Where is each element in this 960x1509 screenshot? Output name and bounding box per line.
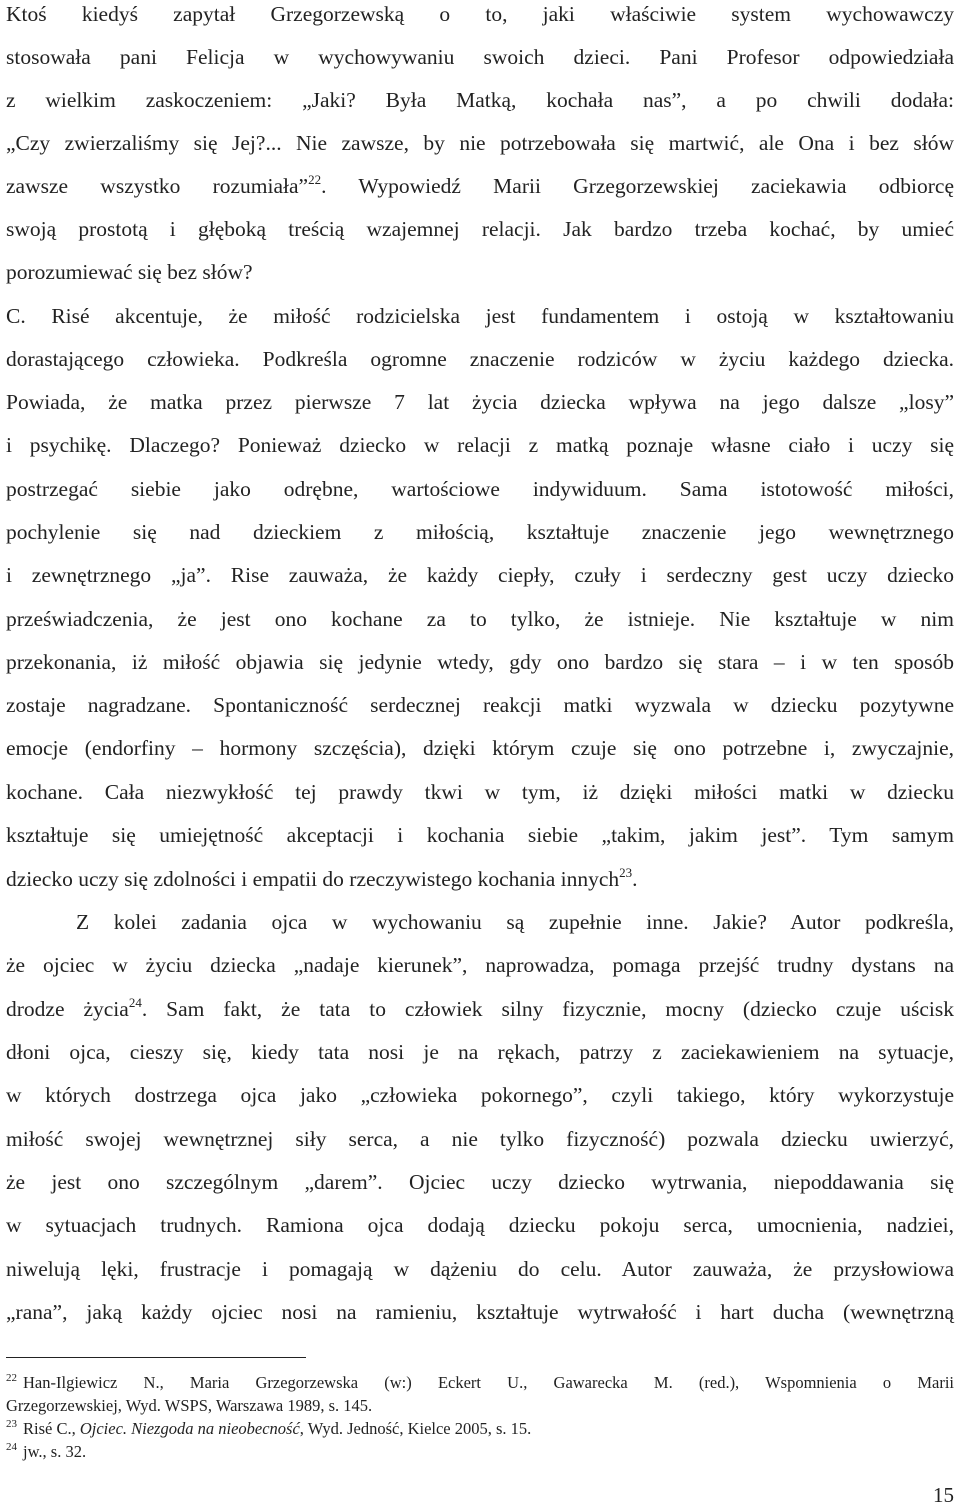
text-line: Z kolei zadania ojca w wychowaniu są zupełnie inne. Jakie? Autor podkreśla, [76,910,954,934]
text-line: dorastającego człowieka. Podkreśla ogromne znaczenie rodziców w życiu każdego dziecka. [6,347,954,371]
footnote: $^{24}$ jw., s. 32. [6,1441,87,1461]
text-line: kochane. Cała niezwykłość tej prawdy tkwi w tym, iż dzięki miłości matki w dziecku [6,780,954,804]
text-line: zostaje nagradzane. Spontaniczność serdecznej reakcji matki wyzwala w dziecku pozytywne [6,693,954,717]
text-line: C. Risé akcentuje, że miłość rodzicielska jest fundamentem i ostoją w kształtowaniu [6,304,954,328]
footnote-ref[interactable]: 24 [128,995,142,1010]
text-line: przeświadczenia, że jest ono kochane za to tylko, że istnieje. Nie kształtuje w nim [6,607,954,631]
text-line: i psychikę. Dlaczego? Ponieważ dziecko w relacji z matką poznaje własne ciało i uczy się [6,433,954,457]
footnote: $^{23}$ Risé C., Ojciec. Niezgoda na nieobecność, Wyd. Jedność, Kielce 2005, s. 15. [6,1418,532,1438]
footnote: Grzegorzewskiej, Wyd. WSPS, Warszawa 1989, s. 145. [6,1396,373,1415]
text-line: dłoni ojca, cieszy się, kiedy tata nosi je na rękach, patrzy z zaciekawieniem na sytuacje, [6,1040,954,1064]
footnote-separator [6,1357,306,1358]
text-line: Ktoś kiedyś zapytał Grzegorzewską o to, jaki właściwie system wychowawczy [6,2,954,26]
text-line: Powiada, że matka przez pierwsze 7 lat życia dziecka wpływa na jego dalsze „losy” [6,390,954,414]
footnote-ref[interactable]: 23 [619,865,633,880]
text-line: niwelują lęki, frustracje i pomagają w dążeniu do celu. Autor zauważa, że przysłowiowa [6,1257,954,1281]
text-line: emocje (endorfiny – hormony szczęścia), dzięki którym czuje się ono potrzebne i, zwyczajnie, [6,736,954,760]
text-line: i zewnętrznego „ja”. Rise zauważa, że każdy ciepły, czuły i serdeczny gest uczy dziecko [6,563,954,587]
text-line: przekonania, iż miłość objawia się jedynie wtedy, gdy ono bardzo się stara – i w ten sposób [6,650,954,674]
text-line: w których dostrzega ojca jako „człowieka pokornego”, czyli takiego, który wykorzystuje [6,1083,954,1107]
text-line: kształtuje się umiejętność akceptacji i kochania siebie „takim, jakim jest”. Tym samym [6,823,954,847]
text-line: „rana”, jaką każdy ojciec nosi na ramieniu, kształtuje wytrwałość i hart ducha (wewnętrzną [6,1300,954,1324]
text-line: porozumiewać się bez słów? [6,260,253,284]
text-line: postrzegać siebie jako odrębne, wartościowe indywiduum. Sama istotowość miłości, [6,477,954,501]
text-line: dziecko uczy się zdolności i empatii do rzeczywistego kochania innych$^{23}$. [6,865,638,891]
text-line: z wielkim zaskoczeniem: „Jaki? Była Matką, kochała nas”, a po chwili dodała: [6,88,954,112]
page-number: 15 [933,1483,954,1507]
text-line: pochylenie się nad dzieckiem z miłością, kształtuje znaczenie jego wewnętrznego [6,520,954,544]
text-line: że ojciec w życiu dziecka „nadaje kierunek”, naprowadza, pomaga przejść trudny dystans na [6,953,954,977]
text-line: drodze życia$^{24}$. Sam fakt, że tata to człowiek silny fizycznie, mocny (dziecko czuje uścisk [6,995,954,1021]
text-line: miłość swojej wewnętrznej siły serca, a nie tylko fizyczność) pozwala dziecku uwierzyć, [6,1127,954,1151]
footnote-ref[interactable]: 22 [308,172,322,187]
text-line: swoją prostotą i głęboką treścią wzajemnej relacji. Jak bardzo trzeba kochać, by umieć [6,217,954,241]
text-line: zawsze wszystko rozumiała”$^{22}$. Wypowiedź Marii Grzegorzewskiej zaciekawia odbiorcę [6,172,954,198]
text-line: w sytuacjach trudnych. Ramiona ojca dodają dziecku pokoju serca, umocnienia, nadziei, [6,1213,954,1237]
text-line: „Czy zwierzaliśmy się Jej?... Nie zawsze, by nie potrzebowała się martwić, ale Ona i bez słów [6,131,954,155]
footnote: $^{22}$ Han-Ilgiewicz N., Maria Grzegorzewska (w:) Eckert U., Gawarecka M. (red.), Wspomnienia o Marii [6,1372,954,1392]
text-line: stosowała pani Felicja w wychowywaniu swoich dzieci. Pani Profesor odpowiedziała [6,45,954,69]
text-line: że jest ono szczególnym „darem”. Ojciec uczy dziecko wytrwania, niepoddawania się [6,1170,954,1194]
